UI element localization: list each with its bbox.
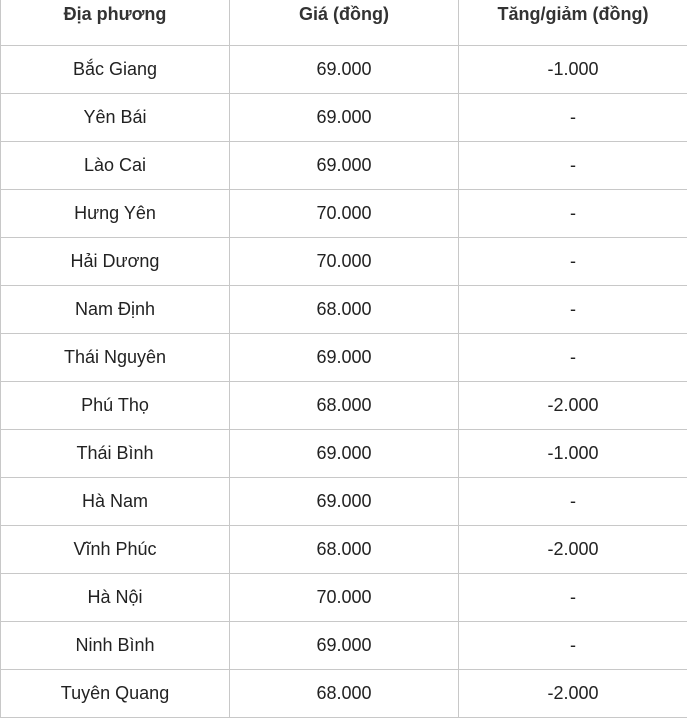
cell-change-text: -	[570, 587, 576, 607]
cell-province	[1, 190, 230, 238]
cell-change	[459, 190, 687, 238]
cell-province	[1, 526, 230, 574]
table-body	[1, 46, 687, 718]
cell-change	[459, 382, 687, 430]
cell-province	[1, 574, 230, 622]
cell-province-text: Vĩnh Phúc	[73, 539, 157, 559]
cell-change-text: -	[570, 251, 576, 271]
header-province: Địa phương	[1, 0, 230, 46]
cell-change-text: -	[570, 635, 576, 655]
cell-province	[1, 142, 230, 190]
cell-change	[459, 670, 687, 718]
cell-price	[230, 190, 459, 238]
cell-change	[459, 430, 687, 478]
cell-change	[459, 526, 687, 574]
table-row	[1, 430, 687, 478]
cell-price-text: 70.000	[316, 587, 372, 607]
cell-province-text: Bắc Giang	[72, 59, 158, 79]
cell-change-text: -	[570, 491, 576, 511]
cell-price-text: 69.000	[316, 347, 372, 367]
table-row	[1, 46, 687, 94]
cell-price-text: 70.000	[316, 203, 372, 223]
cell-price	[230, 142, 459, 190]
cell-price	[230, 286, 459, 334]
cell-change-text: -1.000	[547, 59, 599, 79]
table-row	[1, 238, 687, 286]
cell-change	[459, 334, 687, 382]
cell-province-text: Hải Dương	[70, 251, 160, 271]
table-row	[1, 670, 687, 718]
cell-province	[1, 286, 230, 334]
cell-price-text: 69.000	[316, 491, 372, 511]
table-row	[1, 382, 687, 430]
cell-change	[459, 46, 687, 94]
cell-province-text: Hà Nội	[87, 587, 143, 607]
cell-province-text: Hưng Yên	[74, 203, 156, 223]
cell-change	[459, 622, 687, 670]
cell-price	[230, 46, 459, 94]
cell-change	[459, 142, 687, 190]
cell-price-text: 69.000	[316, 107, 372, 127]
cell-change-text: -2.000	[547, 683, 599, 703]
cell-province-text: Lào Cai	[83, 155, 147, 175]
table-header	[1, 0, 687, 46]
cell-price-text: 70.000	[316, 251, 372, 271]
cell-price	[230, 238, 459, 286]
header-change: Tăng/giảm (đồng)	[459, 0, 687, 46]
cell-province-text: Ninh Bình	[75, 635, 155, 655]
cell-change-text: -	[570, 347, 576, 367]
cell-price-text: 68.000	[316, 395, 372, 415]
cell-price	[230, 670, 459, 718]
cell-province-text: Thái Nguyên	[63, 347, 167, 367]
cell-price	[230, 574, 459, 622]
cell-change	[459, 574, 687, 622]
cell-price-text: 69.000	[316, 635, 372, 655]
cell-province	[1, 478, 230, 526]
cell-change	[459, 286, 687, 334]
cell-change	[459, 94, 687, 142]
table-row	[1, 478, 687, 526]
cell-change-text: -	[570, 203, 576, 223]
table-row	[1, 622, 687, 670]
cell-change-text: -	[570, 107, 576, 127]
cell-province-text: Nam Định	[74, 299, 156, 319]
cell-province	[1, 238, 230, 286]
cell-price-text: 68.000	[316, 539, 372, 559]
cell-price	[230, 334, 459, 382]
header-price: Giá (đồng)	[230, 0, 459, 46]
cell-change	[459, 478, 687, 526]
table-row	[1, 142, 687, 190]
cell-province	[1, 94, 230, 142]
cell-province	[1, 430, 230, 478]
cell-price	[230, 526, 459, 574]
cell-change-text: -2.000	[547, 395, 599, 415]
cell-province	[1, 670, 230, 718]
cell-price	[230, 478, 459, 526]
cell-province-text: Tuyên Quang	[60, 683, 170, 703]
cell-price	[230, 430, 459, 478]
cell-province-text: Hà Nam	[81, 491, 148, 511]
table-row	[1, 334, 687, 382]
header-row	[1, 0, 687, 46]
cell-province	[1, 334, 230, 382]
cell-province	[1, 382, 230, 430]
cell-province-text: Thái Bình	[76, 443, 154, 463]
cell-province	[1, 46, 230, 94]
cell-province-text: Yên Bái	[83, 107, 147, 127]
cell-change	[459, 238, 687, 286]
cell-price	[230, 622, 459, 670]
cell-price-text: 69.000	[316, 155, 372, 175]
table-row	[1, 526, 687, 574]
cell-price-text: 68.000	[316, 683, 372, 703]
cell-change-text: -	[570, 155, 576, 175]
cell-province-text: Phú Thọ	[81, 395, 149, 415]
cell-price-text: 69.000	[316, 443, 372, 463]
cell-province	[1, 622, 230, 670]
cell-price	[230, 382, 459, 430]
table-row	[1, 286, 687, 334]
table-row	[1, 94, 687, 142]
cell-price-text: 69.000	[316, 59, 372, 79]
table-row	[1, 574, 687, 622]
cell-price	[230, 94, 459, 142]
table-row	[1, 190, 687, 238]
cell-change-text: -2.000	[547, 539, 599, 559]
cell-change-text: -1.000	[547, 443, 599, 463]
cell-price-text: 68.000	[316, 299, 372, 319]
cell-change-text: -	[570, 299, 576, 319]
